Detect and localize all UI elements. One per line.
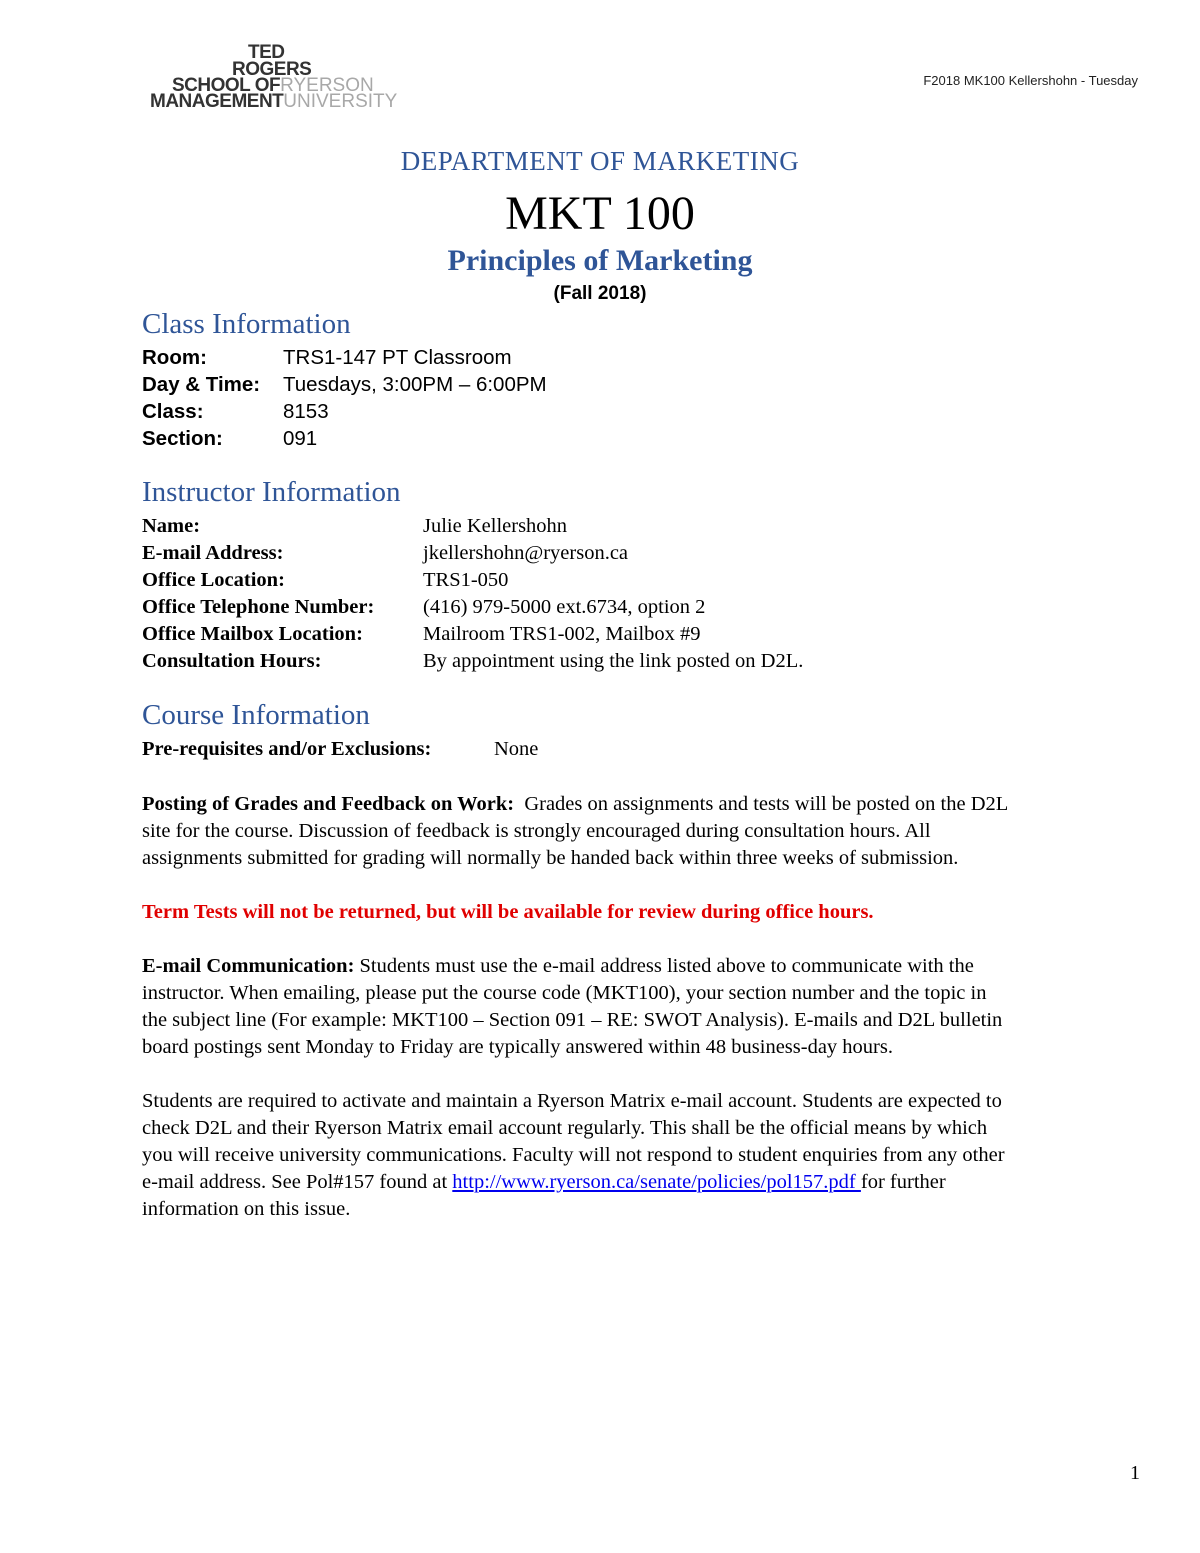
grades-paragraph: Posting of Grades and Feedback on Work: Grades on assignments and tests will be posted on the D2L site for the course. Discussion of feedback is strongly encouraged during consultation hours. All assignments submitted for grading will normally be handed back within three weeks of submission. [142,793,1009,869]
logo-line-2: ROGERS [232,59,312,80]
policy-157-link[interactable]: http://www.ryerson.ca/senate/policies/pol157.pdf [452,1171,861,1193]
course-code: MKT 100 [505,187,695,240]
page-number: 1 [1130,1462,1140,1484]
course-info-heading: Course Information [142,699,370,731]
email-communication-paragraph: E-mail Communication: Students must use the e-mail address listed above to communicate with the instructor. When emailing, please put the course code (MKT100), your section number and the topic in the subject line (For example: MKT100 – Section 091 – RE: SWOT Analysis). E-mails and D2L bulletin board postings sent Monday to Friday are typically answered within 48 business-day hours. [142,955,1003,1058]
matrix-email-paragraph: Students are required to activate and maintain a Ryerson Matrix e-mail account. Students are expected to check D2L and their Ryerson Matrix email account regularly. This shall be the official means by which you will receive university communications. Faculty will not respond to student enquiries from any other e-mail address. See Pol#157 found at http://www.ryerson.ca/senate/policies/pol157.pdf for further information on this issue. [142,1090,1005,1220]
instructor-info-heading: Instructor Information [142,476,401,508]
logo-line-3: SCHOOL OFRYERSON [172,75,374,96]
logo-line-4: MANAGEMENTUNIVERSITY [150,91,398,112]
logo-line-1: TED [248,42,285,63]
department-title: DEPARTMENT OF MARKETING [400,146,800,176]
course-term: (Fall 2018) [553,283,647,304]
page-header: F2018 MK100 Kellershohn - Tuesday [923,73,1138,88]
class-info-heading: Class Information [142,308,351,340]
syllabus-page: TED ROGERS SCHOOL OFRYERSON MANAGEMENTUNIVERSITY F2018 MK100 Kellershohn - Tuesday DEPARTMENT OF MARKETING MKT 100 Principles of Marketing (Fall 2018) Class Information Room: TRS1-147 PT Classroom Day & Time: Tuesdays, 3:00PM – 6:00PM Class: 8153 Section: 091 Instructor Information Name: Julie Kellershohn E-mail Address: jkellershohn@ryerson.ca Office Location: TRS1-050 Office Telephone Number: (416) 979-5000 ext.6734, option 2 Office Mailbox Location: Mailroom TRS1-002, Mailbox #9 Consultation Hours: By appointment using the link posted on D2L. Course Information Pre-requisites and/or Exclusions: None Posting of Grades and Feedback on Work: Grades on assignments and tests will be posted on the D2L site for the course. Discussion of feedback is strongly encouraged during consultation hours. All assignments submitted for grading will normally be handed back within three weeks of submission. Term Tests will not be returned, but will be available for review during office hours. E-mail Communication: Students must use the e-mail address listed above to communicate with the instructor. When emailing, please put the course code (MKT100), your section number and the topic in the subject line (For example: MKT100 – Section 091 – RE: SWOT Analysis). E-mails and D2L bulletin board postings sent Monday to Friday are typically answered within 48 business-day hours. Students are required to activate and maintain a Ryerson Matrix e-mail account. Students are expected to check D2L and their Ryerson Matrix email account regularly. This shall be the official means by which you will receive university communications. Faculty will not respond to student enquiries from any other e-mail address. See Pol#157 found at http://www.ryerson.ca/senate/policies/pol157.pdf for further information on this issue. 1 [0,0,1200,1553]
term-tests-notice: Term Tests will not be returned, but will be available for review during office hours. [142,901,874,923]
course-title: Principles of Marketing [447,244,753,277]
